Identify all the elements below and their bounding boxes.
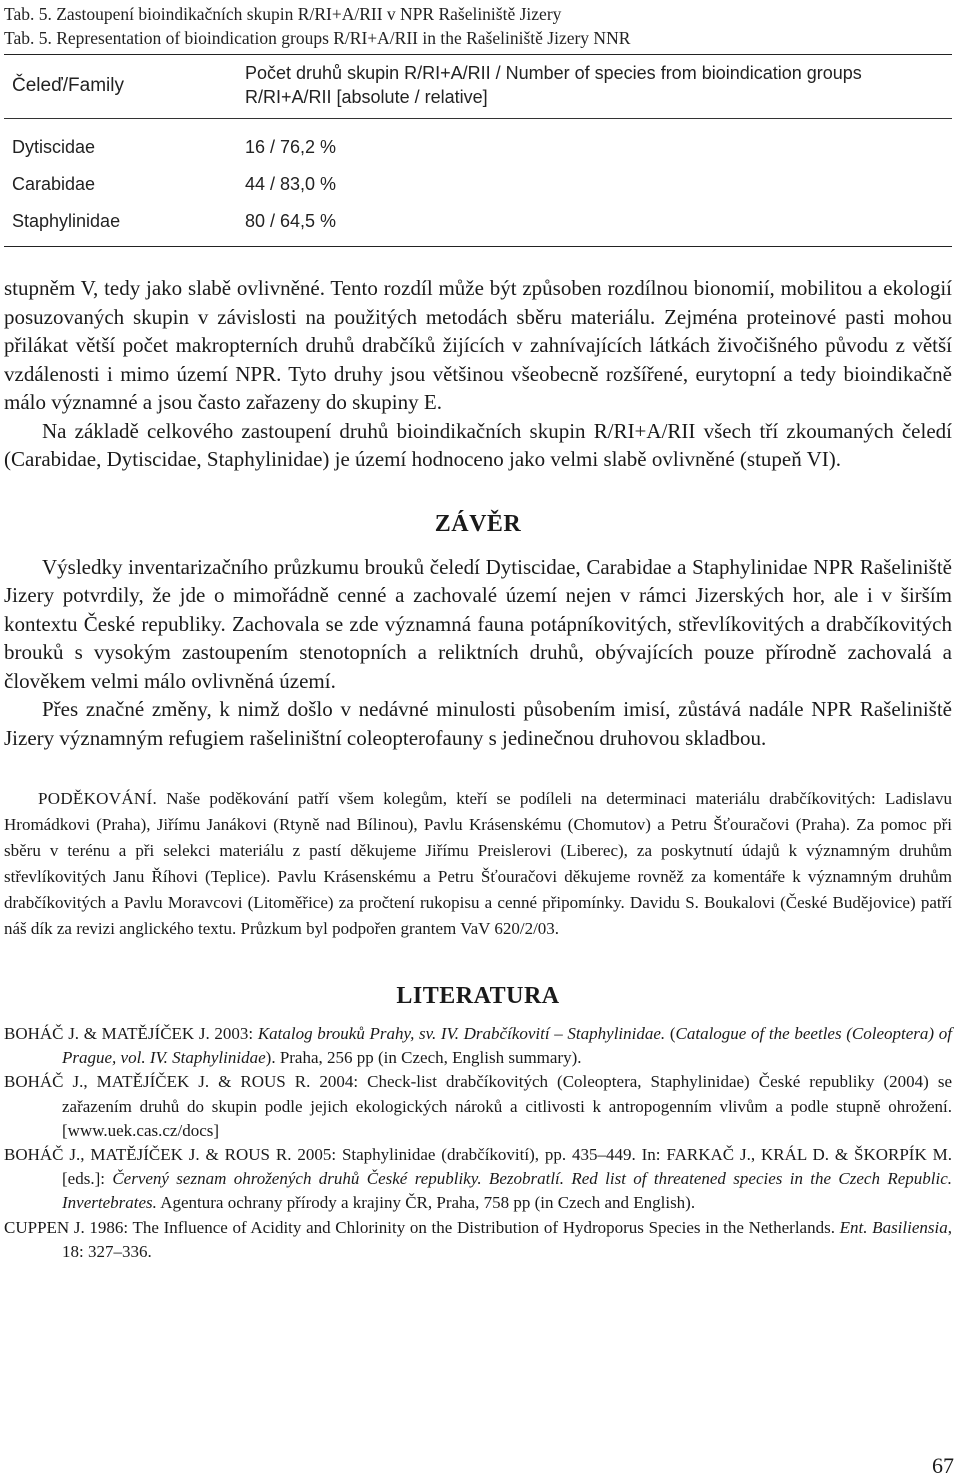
row-value: 44 / 83,0 % xyxy=(245,174,337,194)
paragraph: Výsledky inventarizačního průzkumu brouků čeledí Dytiscidae, Carabidae a Staphylinidae NPR Rašeliniště Jizery potvrdily, že jde o mimořádně cenné a zachovalé území nejen v rámci Jizerských hor, ale i v širším kontextu České republiky. Zachovala se zde významná fauna potápníkovitých, střevlíkovitých a drabčíkovitých brouků s vysokým zastoupením stenotopních a reliktních druhů, obývajících pouze přírodně zachovalá a člověkem velmi málo ovlivněná území. xyxy=(4,554,952,693)
ref-text: BOHÁČ J. & MATĚJÍČEK J. 2003: xyxy=(4,1024,258,1043)
row-value: 16 / 76,2 % xyxy=(245,137,337,157)
header-family: Čeleď/Family xyxy=(12,75,124,96)
page-number: 67 xyxy=(932,1453,954,1478)
row-family: Staphylinidae xyxy=(12,211,121,231)
ref-italic: Catalogue of the beetles (Coleoptera) of Prague, vol. IV. Staphylinidae xyxy=(62,1024,952,1068)
reference-item xyxy=(4,1070,952,1143)
acknowledgement-text: Naše poděkování patří všem kolegům, kteří se podíleli na determinaci materiálu drabčíkovitých: Ladislavu Hromádkovi (Praha), Jiřímu Janákovi (Rtyně nad Bílinou), Pavlu Krásenskému (Chomutov) a Petru Šťouračovi (Praha). Za pomoc při sběru v terénu a při selekci materiálu z pastí děkujeme Jiřímu Preislerovi (Liberec), za poskytnutí údajů k významným druhům střevlíkovitých Janu Říhovi (Teplice). Pavlu Krásenskému a Petru Šťouračovi děkujeme rovněž za komentáře k významným druhům drabčíkovitých a Pavlu Moravcovi (Litoměřice) za pročtení rukopisu a cenné připomínky. Davidu S. Boukalovi (České Budějovice) patří náš dík za revizi anglického textu. Průzkum byl podpořen grantem VaV 620/2/03. xyxy=(4,789,952,938)
ref-text: BOHÁČ J., MATĚJÍČEK J. & ROUS R. 2005: Staphylinidae (drabčíkovití), pp. 435–449. In: FARKAČ J., KRÁL D. & ŠKORPÍK M. [eds.]: xyxy=(4,1145,952,1189)
paragraph: Na základě celkového zastoupení druhů bioindikačních skupin R/RI+A/RII všech tří zkoumaných čeledí (Carabidae, Dytiscidae, Staphylinidae) je území hodnoceno jako velmi slabě ovlivněné (stupeň VI). xyxy=(4,418,952,471)
main-text xyxy=(4,274,952,752)
table-header xyxy=(4,55,952,119)
row-family: Carabidae xyxy=(12,174,96,194)
table-row xyxy=(4,166,952,203)
literature-heading: LITERATURA xyxy=(396,983,560,1009)
ref-text: CUPPEN J. 1986: The Influence of Acidity and Chlorinity on the Distribution of Hydroporus Species in the Netherlands. xyxy=(4,1217,840,1237)
reference-list xyxy=(4,1022,952,1264)
acknowledgement xyxy=(4,786,952,942)
table-caption-en: Tab. 5. Representation of bioindication groups R/RI+A/RII in the Rašeliniště Jizery NNR xyxy=(4,28,631,48)
reference-item xyxy=(4,1143,952,1216)
ref-text: Agentura ochrany přírody a krajiny ČR, Praha, 758 pp (in Czech and English). xyxy=(156,1193,696,1213)
species-table xyxy=(4,54,952,247)
ref-text: ( xyxy=(665,1024,676,1043)
ref-text: ). Praha, 256 pp (in Czech, English summary). xyxy=(265,1048,582,1068)
table-row xyxy=(4,129,952,166)
table-row xyxy=(4,203,952,240)
paragraph: Přes značné změny, k nimž došlo v nedávné minulosti působením imisí, zůstává nadále NPR Rašeliniště Jizery významným refugiem rašeliništní coleopterofauny s jedinečnou druhovou skladbou. xyxy=(4,697,952,750)
ref-text: , 18: 327–336. xyxy=(62,1217,952,1261)
acknowledgement-label: PODĚKOVÁNÍ. xyxy=(38,789,157,808)
ref-italic: Červený seznam ohrožených druhů České republiky. Bezobratlí. Red list of threatened species in the Czech Republic. Invertebrates. xyxy=(62,1169,952,1213)
table-body xyxy=(4,119,952,246)
row-value: 80 / 64,5 % xyxy=(245,211,337,231)
reference-item xyxy=(4,1022,952,1070)
ref-italic: Ent. Basiliensia xyxy=(839,1217,948,1237)
row-family: Dytiscidae xyxy=(12,137,96,157)
ref-text: BOHÁČ J., MATĚJÍČEK J. & ROUS R. 2004: Check-list drabčíkovitých (Coleoptera, Staphylinidae) České republiky (2004) se zařazením druhů do skupin podle jejich ekologických nároků a citlivosti k antropogenním vlivům a podle stupně ohrožení. [www.uek.cas.cz/docs] xyxy=(4,1072,952,1140)
table-caption-cz: Tab. 5. Zastoupení bioindikačních skupin R/RI+A/RII v NPR Rašeliniště Jizery xyxy=(4,4,562,24)
header-count: Počet druhů skupin R/RI+A/RII / Number of species from bioindication groups R/RI+A/RII [absolute / relative] xyxy=(245,63,862,107)
reference-item xyxy=(4,1216,952,1264)
conclusion-heading: ZÁVĚR xyxy=(434,510,522,537)
page-content xyxy=(4,2,952,1264)
paragraph: stupněm V, tedy jako slabě ovlivněné. Tento rozdíl může být způsoben rozdílnou bionomií, mobilitou a ekologií posuzovaných skupin v závislosti na použitých metodách sběru materiálu. Zejména proteinové pasti mohou přilákat větší počet makropterních druhů drabčíků žijících v zahnívajících látkách živočišného původu z větší vzdálenosti i mimo území NPR. Tyto druhy jsou většinou všeobecně rozšířené, eurytopní a tedy bioindikačně málo významné a jsou často zařazeny do skupiny E. xyxy=(4,276,952,414)
ref-italic: Katalog brouků Prahy, sv. IV. Drabčíkovití – Staphylinidae. xyxy=(257,1024,666,1043)
